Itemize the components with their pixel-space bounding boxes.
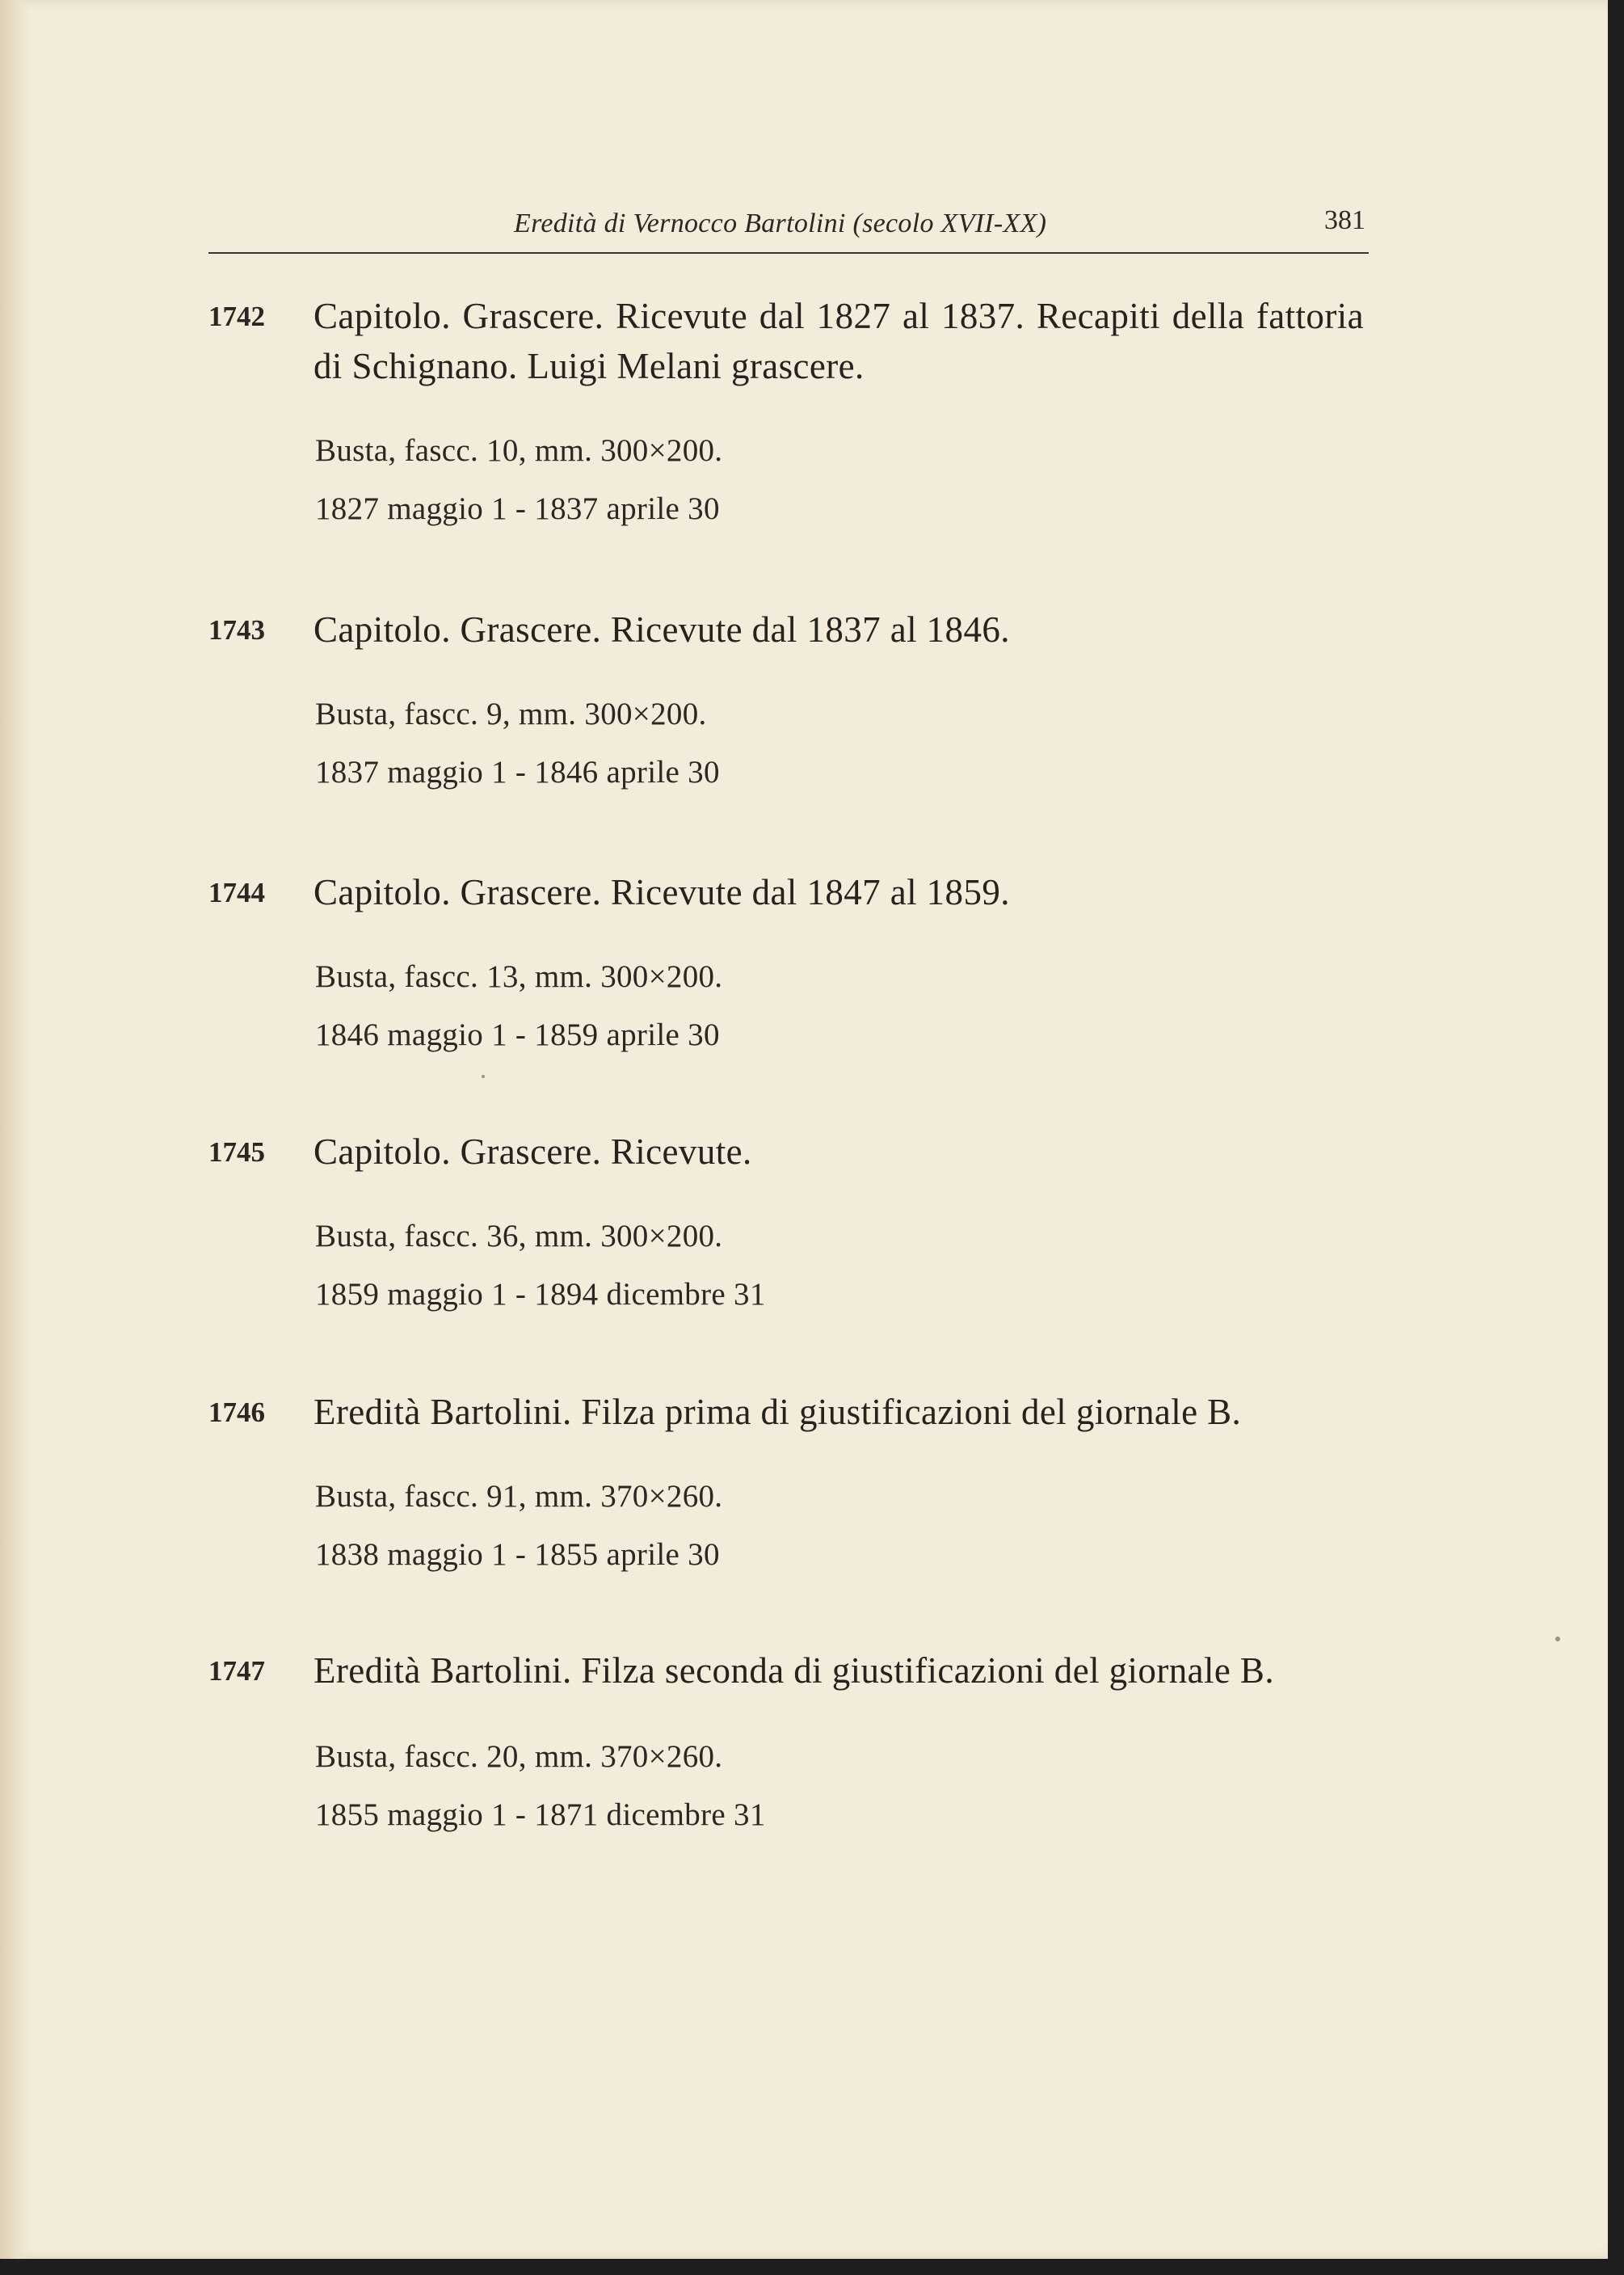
entry-dates: 1838 maggio 1 - 1855 aprile 30	[315, 1537, 720, 1572]
entry-number: 1746	[208, 1397, 265, 1428]
entry-dates: 1846 maggio 1 - 1859 aprile 30	[315, 1017, 720, 1052]
page-number: 381	[1324, 205, 1365, 235]
page-header	[208, 204, 1369, 254]
entry-title: Capitolo. Grascere. Ricevute.	[313, 1131, 752, 1172]
entry-description: Busta, fascc. 20, mm. 370×260.	[315, 1739, 723, 1774]
entry-description: Busta, fascc. 91, mm. 370×260.	[315, 1479, 723, 1514]
entry-title: Capitolo. Grascere. Ricevute dal 1847 al 1859.	[313, 872, 1010, 912]
running-title: Eredità di Vernocco Bartolini (secolo XVII-XX)	[514, 209, 1047, 238]
entry-description: Busta, fascc. 36, mm. 300×200.	[315, 1219, 723, 1253]
page-gutter-shadow	[0, 0, 31, 2259]
entry-dates: 1827 maggio 1 - 1837 aprile 30	[315, 491, 720, 526]
entry-number: 1744	[208, 877, 265, 908]
entry-description: Busta, fascc. 9, mm. 300×200.	[315, 697, 707, 731]
entry-dates: 1837 maggio 1 - 1846 aprile 30	[315, 755, 720, 790]
entry-number: 1745	[208, 1136, 265, 1168]
entry-number: 1747	[208, 1655, 265, 1687]
paper-speck	[1555, 1637, 1560, 1641]
entry-description: Busta, fascc. 13, mm. 300×200.	[315, 959, 723, 994]
entry-title: Eredità Bartolini. Filza seconda di giustificazioni del giornale B.	[313, 1650, 1274, 1691]
entry-number: 1742	[208, 301, 265, 332]
entry-description: Busta, fascc. 10, mm. 300×200.	[315, 433, 723, 468]
entry-title: Eredità Bartolini. Filza prima di giustificazioni del giornale B.	[313, 1392, 1242, 1432]
entry-number: 1743	[208, 614, 265, 646]
entry-title: Capitolo. Grascere. Ricevute dal 1837 al 1846.	[313, 609, 1010, 650]
entry-title: Capitolo. Grascere. Ricevute dal 1827 al 1837. Recapiti della fattoria di Schignano. Luigi Melani grascere.	[313, 296, 1364, 386]
paper-speck	[482, 1075, 485, 1078]
entry-dates: 1855 maggio 1 - 1871 dicembre 31	[315, 1797, 766, 1832]
entry-dates: 1859 maggio 1 - 1894 dicembre 31	[315, 1277, 766, 1312]
